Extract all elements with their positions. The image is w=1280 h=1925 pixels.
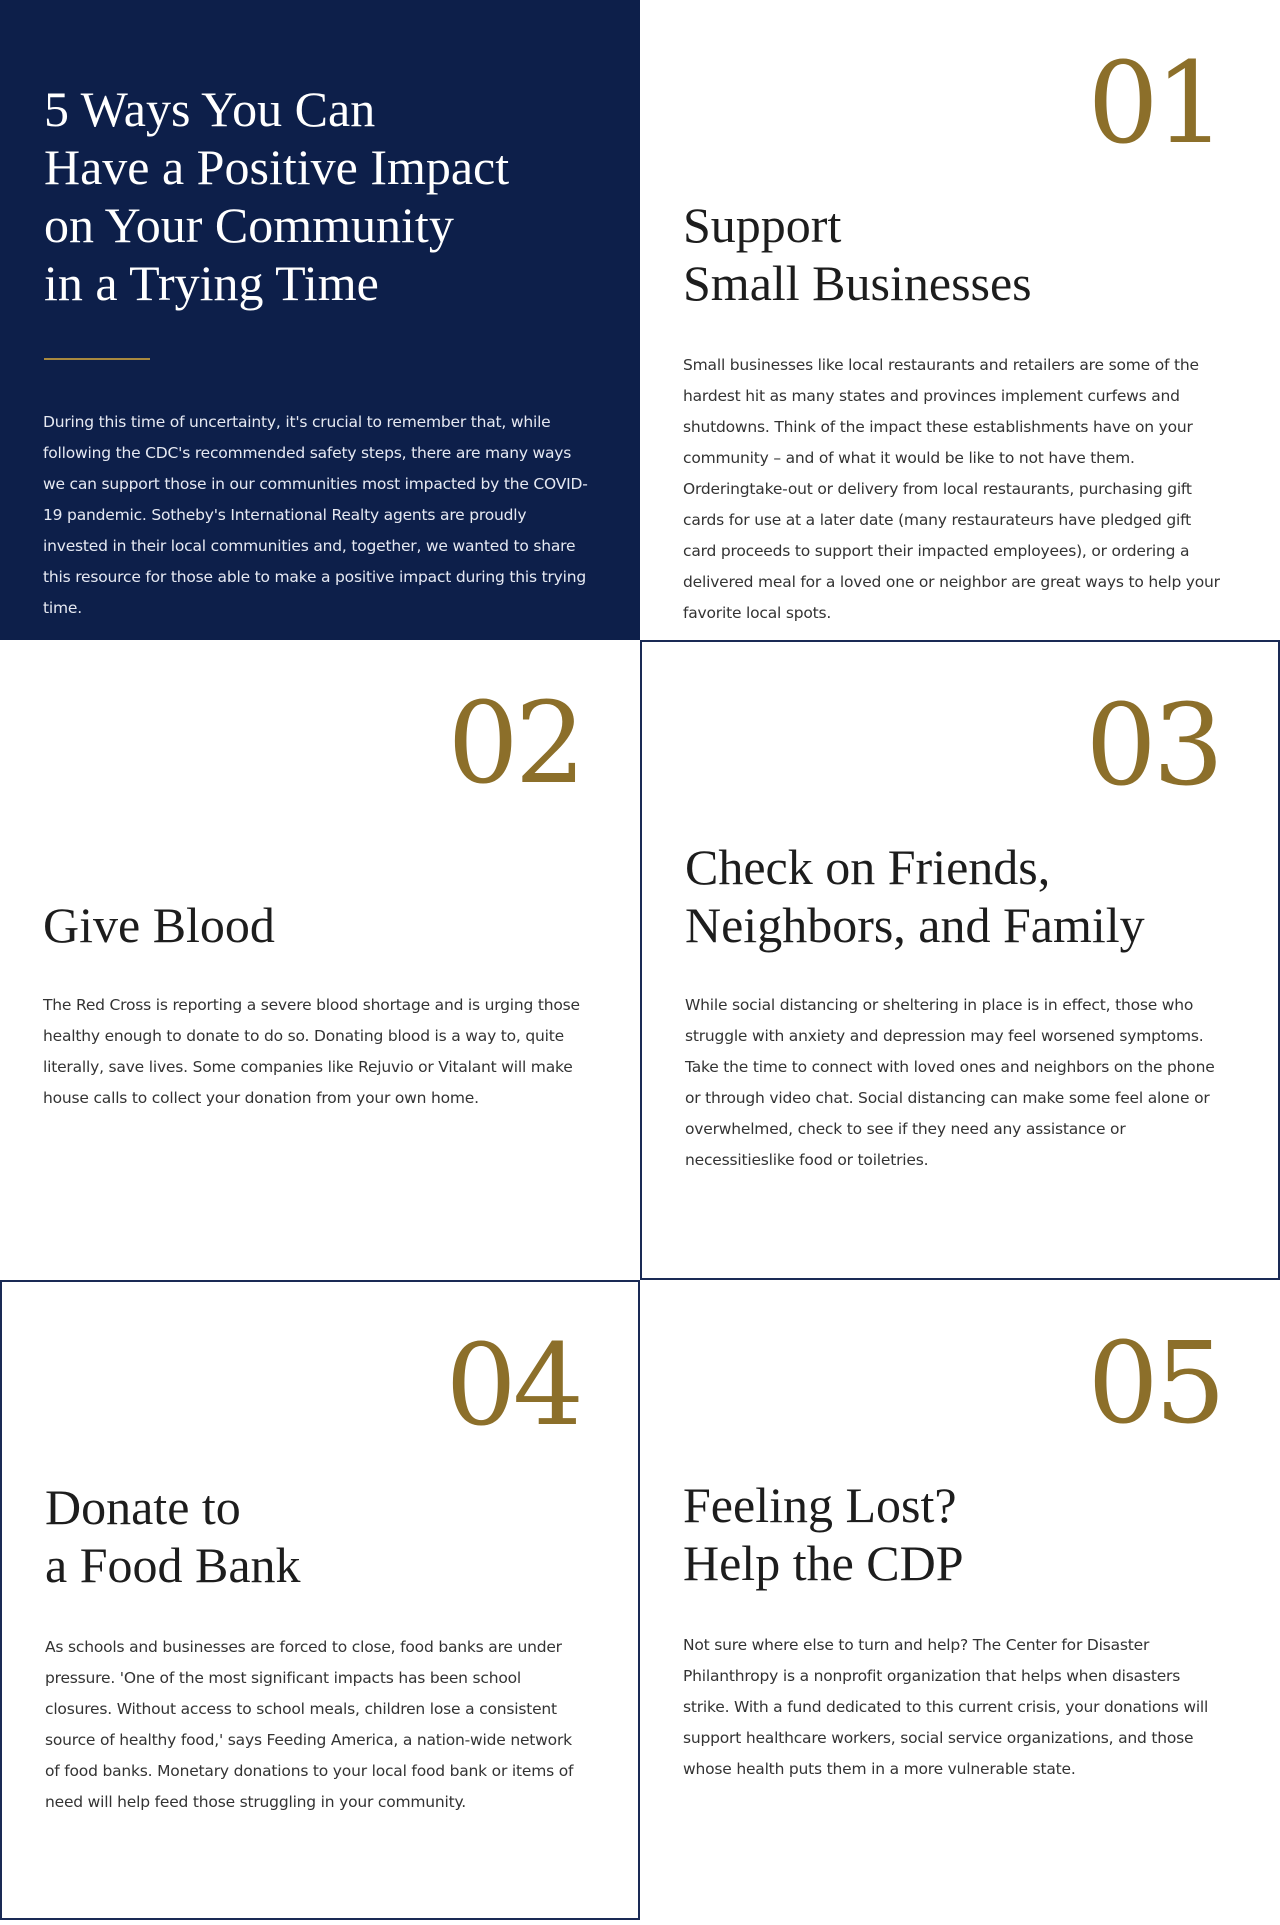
tip-heading: Give Blood (43, 897, 275, 953)
tip-card-01 (640, 0, 1280, 640)
tip-heading: Support Small Businesses (683, 197, 1032, 311)
tip-card-03 (640, 640, 1280, 1280)
tip-body: The Red Cross is reporting a severe blood shortage and is urging those healthy enough to donate to do so. Donating blood is a way to, quite literally, save lives. Some companies like Rejuvio or Vitalant will make house calls to collect your donation from your own home. (43, 996, 580, 1107)
tip-body: Not sure where else to turn and help? The Center for Disaster Philanthropy is a nonprofit organization that helps when disasters strike. With a fund dedicated to this current crisis, your donations will support healthcare workers, social service organizations, and those whose health puts them in a more vulnerable state. (683, 1636, 1209, 1778)
tip-number: 02 (447, 679, 582, 809)
tip-number: 04 (445, 1321, 580, 1451)
tip-body: While social distancing or sheltering in place is in effect, those who struggle with anxiety and depression may feel worsened symptoms. Take the time to connect with loved ones and neighbors on the phone or through video chat. Social distancing can make some feel alone or overwhelmed, check to see if they need any assistance or necessitieslike food or toiletries. (685, 996, 1215, 1169)
tip-body: Small businesses like local restaurants and retailers are some of the hardest hit as many states and provinces implement curfews and shutdowns. Think of the impact these establishments have on your community – and of what it would be like to not have them. Orderingtake-out or delivery from local restaurants, purchasing gift cards for use at a later date (many restaurateurs have pledged gift card proceeds to support their impacted employees), or ordering a delivered meal for a loved one or neighbor are great ways to help your favorite local spots. (683, 356, 1220, 622)
tip-body: As schools and businesses are forced to close, food banks are under pressure. 'One of the most significant impacts has been school closures. Without access to school meals, children lose a consistent source of healthy food,' says Feeding America, a nation-wide network of food banks. Monetary donations to your local food bank or items of need will help feed those struggling in your community. (45, 1638, 574, 1811)
intro-panel (0, 0, 640, 640)
intro-text: During this time of uncertainty, it's crucial to remember that, while following the CDC's recommended safety steps, there are many ways we can support those in our communities most impacted by the COVID-19 pandemic. Sotheby's International Realty agents are proudly invested in their local communities and, together, we wanted to share this resource for those able to make a positive impact during this trying time. (43, 413, 588, 617)
tip-number: 05 (1087, 1319, 1222, 1449)
tip-number: 01 (1087, 39, 1222, 169)
tip-number: 03 (1085, 681, 1220, 811)
tip-card-02 (0, 640, 640, 1280)
gold-divider (44, 358, 150, 360)
tip-card-05 (640, 1280, 1280, 1920)
tip-heading: Donate to a Food Bank (45, 1479, 301, 1593)
tip-heading: Feeling Lost? Help the CDP (683, 1477, 964, 1591)
tip-card-04 (0, 1280, 640, 1920)
tip-heading: Check on Friends, Neighbors, and Family (685, 839, 1145, 953)
page-title: 5 Ways You Can Have a Positive Impact on Your Community in a Trying Time (44, 81, 510, 311)
